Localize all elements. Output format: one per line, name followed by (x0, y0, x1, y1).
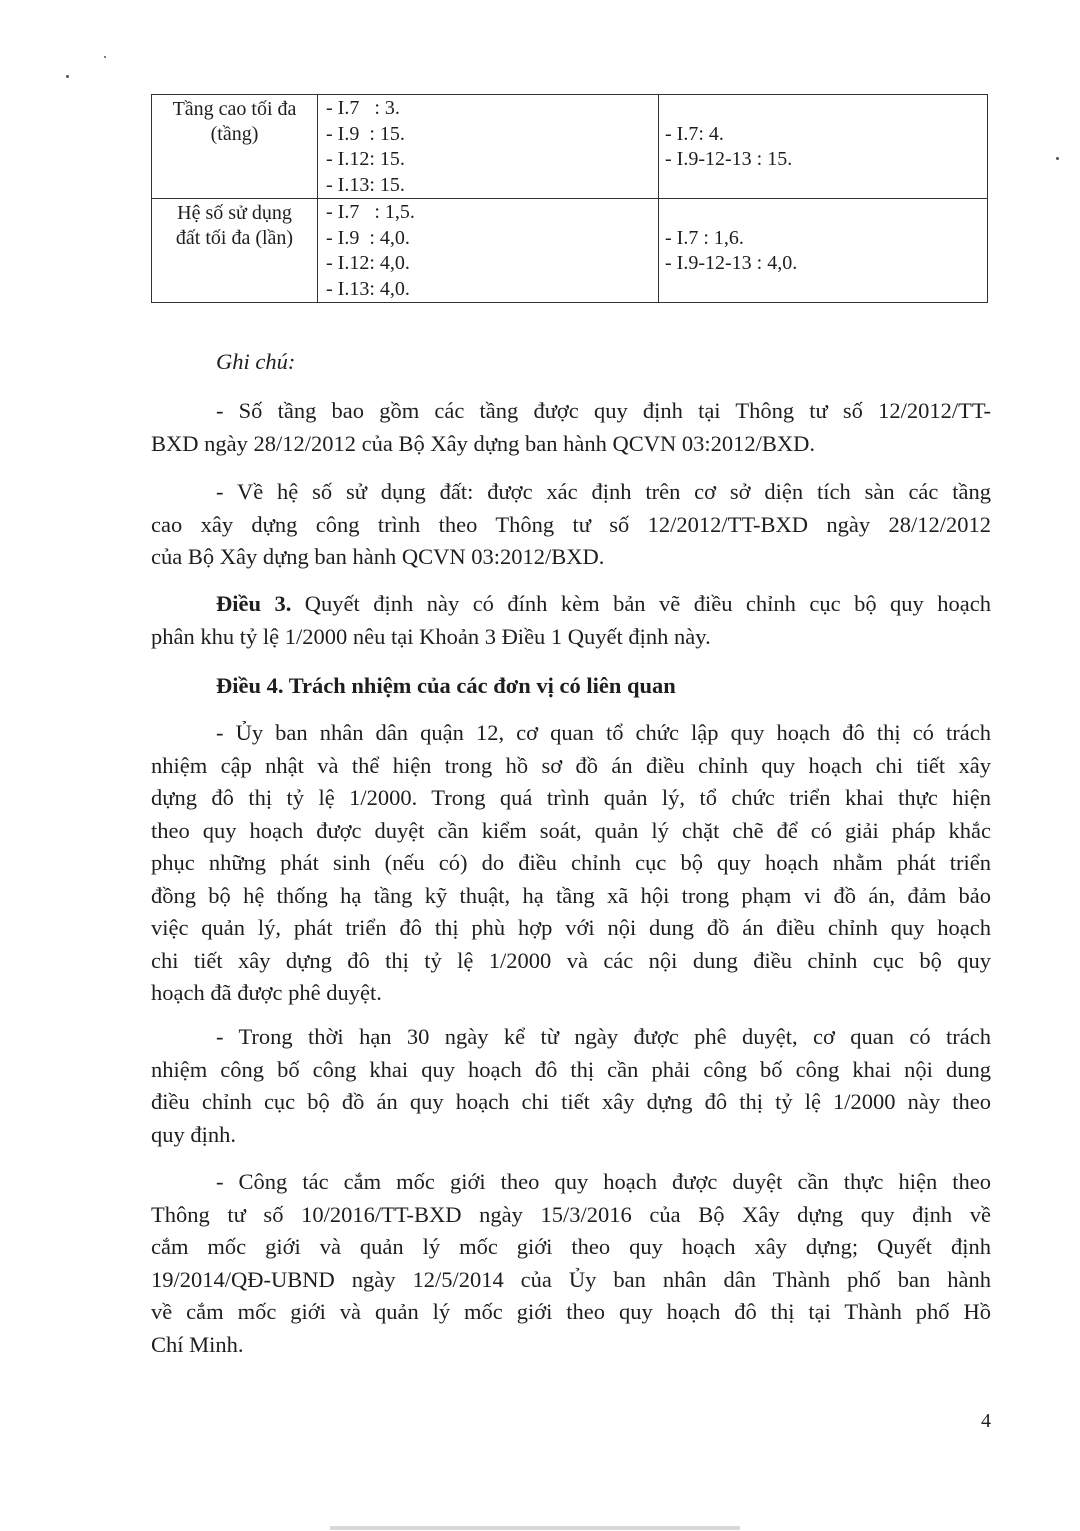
table-row-max-floors (152, 95, 988, 199)
scan-speck (104, 56, 106, 58)
article-3-heading: Điều 3. (216, 591, 292, 616)
row-label-max-floors: Tầng cao tối đa (tầng) (152, 95, 318, 199)
article-4-heading: Điều 4. Trách nhiệm của các đơn vị có liên quan (216, 673, 676, 698)
row-label-land-use-coefficient: Hệ số sử dụng đất tối đa (lần) (152, 199, 318, 303)
current-values-max-floors: - I.7 : 3. - I.9 : 15. - I.12: 15. - I.13: 15. (318, 95, 659, 199)
page-number: 4 (981, 1410, 991, 1432)
scan-edge-mark (330, 1526, 740, 1530)
article-4-paragraph-1: - Ủy ban nhân dân quận 12, cơ quan tổ chức lập quy hoạch đô thị có trách nhiệm cập nhật và thể hiện trong hồ sơ đồ án điều chỉnh quy hoạch chi tiết xây dựng đô thị tỷ lệ 1/2000. Trong quá trình quản lý, tổ chức triển khai thực hiện theo quy hoạch được duyệt cần kiểm soát, quản lý chặt chẽ để có giải pháp khắc phục những phát sinh (nếu có) do điều chỉnh cục bộ quy hoạch nhằm phát triển đồng bộ hệ thống hạ tầng kỹ thuật, hạ tầng xã hội trong phạm vi đồ án, đảm bảo việc quản lý, phát triển đô thị phù hợp với nội dung đồ án điều chỉnh quy hoạch chi tiết xây dựng đô thị tỷ lệ 1/2000 và các nội dung điều chỉnh cục bộ quy hoạch đã được phê duyệt. (151, 720, 991, 1005)
scan-speck (1056, 157, 1059, 160)
article-4-paragraph-2: - Trong thời hạn 30 ngày kể từ ngày được phê duyệt, cơ quan có trách nhiệm công bố công khai quy hoạch đô thị cần phải công bố công khai nội dung điều chỉnh cục bộ đồ án quy hoạch chi tiết xây dựng đô thị tỷ lệ 1/2000 này theo quy định. (151, 1024, 991, 1147)
article-4-paragraph-3: - Công tác cắm mốc giới theo quy hoạch được duyệt cần thực hiện theo Thông tư số 10/2016/TT-BXD ngày 15/3/2016 của Bộ Xây dựng quy định về cắm mốc giới và quản lý mốc giới theo quy hoạch xây dựng; Quyết định 19/2014/QĐ-UBND ngày 12/5/2014 của Ủy ban nhân dân Thành phố ban hành về cắm mốc giới và quản lý mốc giới theo quy hoạch đô thị tại Thành phố Hồ Chí Minh. (151, 1169, 991, 1357)
article-3: Điều 3. Quyết định này có đính kèm bản vẽ điều chỉnh cục bộ quy hoạch phân khu tỷ lệ 1/2000 nêu tại Khoản 3 Điều 1 Quyết định này. (151, 591, 991, 649)
table-row-land-use-coefficient (152, 199, 988, 303)
current-values-land-use-coefficient: - I.7 : 1,5. - I.9 : 4,0. - I.12: 4,0. - I.13: 4,0. (318, 199, 659, 303)
adjusted-values-max-floors: - I.7: 4. - I.9-12-13 : 15. (659, 95, 988, 199)
zoning-parameters-table (151, 94, 988, 303)
notes-title: Ghi chú: (216, 349, 296, 374)
adjusted-values-land-use-coefficient: - I.7 : 1,6. - I.9-12-13 : 4,0. (659, 199, 988, 303)
note-paragraph-1: - Số tầng bao gồm các tầng được quy định tại Thông tư số 12/2012/TT- BXD ngày 28/12/2012 của Bộ Xây dựng ban hành QCVN 03:2012/BXD. (151, 398, 991, 456)
scan-speck (66, 75, 69, 78)
note-paragraph-2: - Về hệ số sử dụng đất: được xác định trên cơ sở diện tích sàn các tầng cao xây dựng công trình theo Thông tư số 12/2012/TT-BXD ngày 28/12/2012 của Bộ Xây dựng ban hành QCVN 03:2012/BXD. (151, 479, 991, 569)
